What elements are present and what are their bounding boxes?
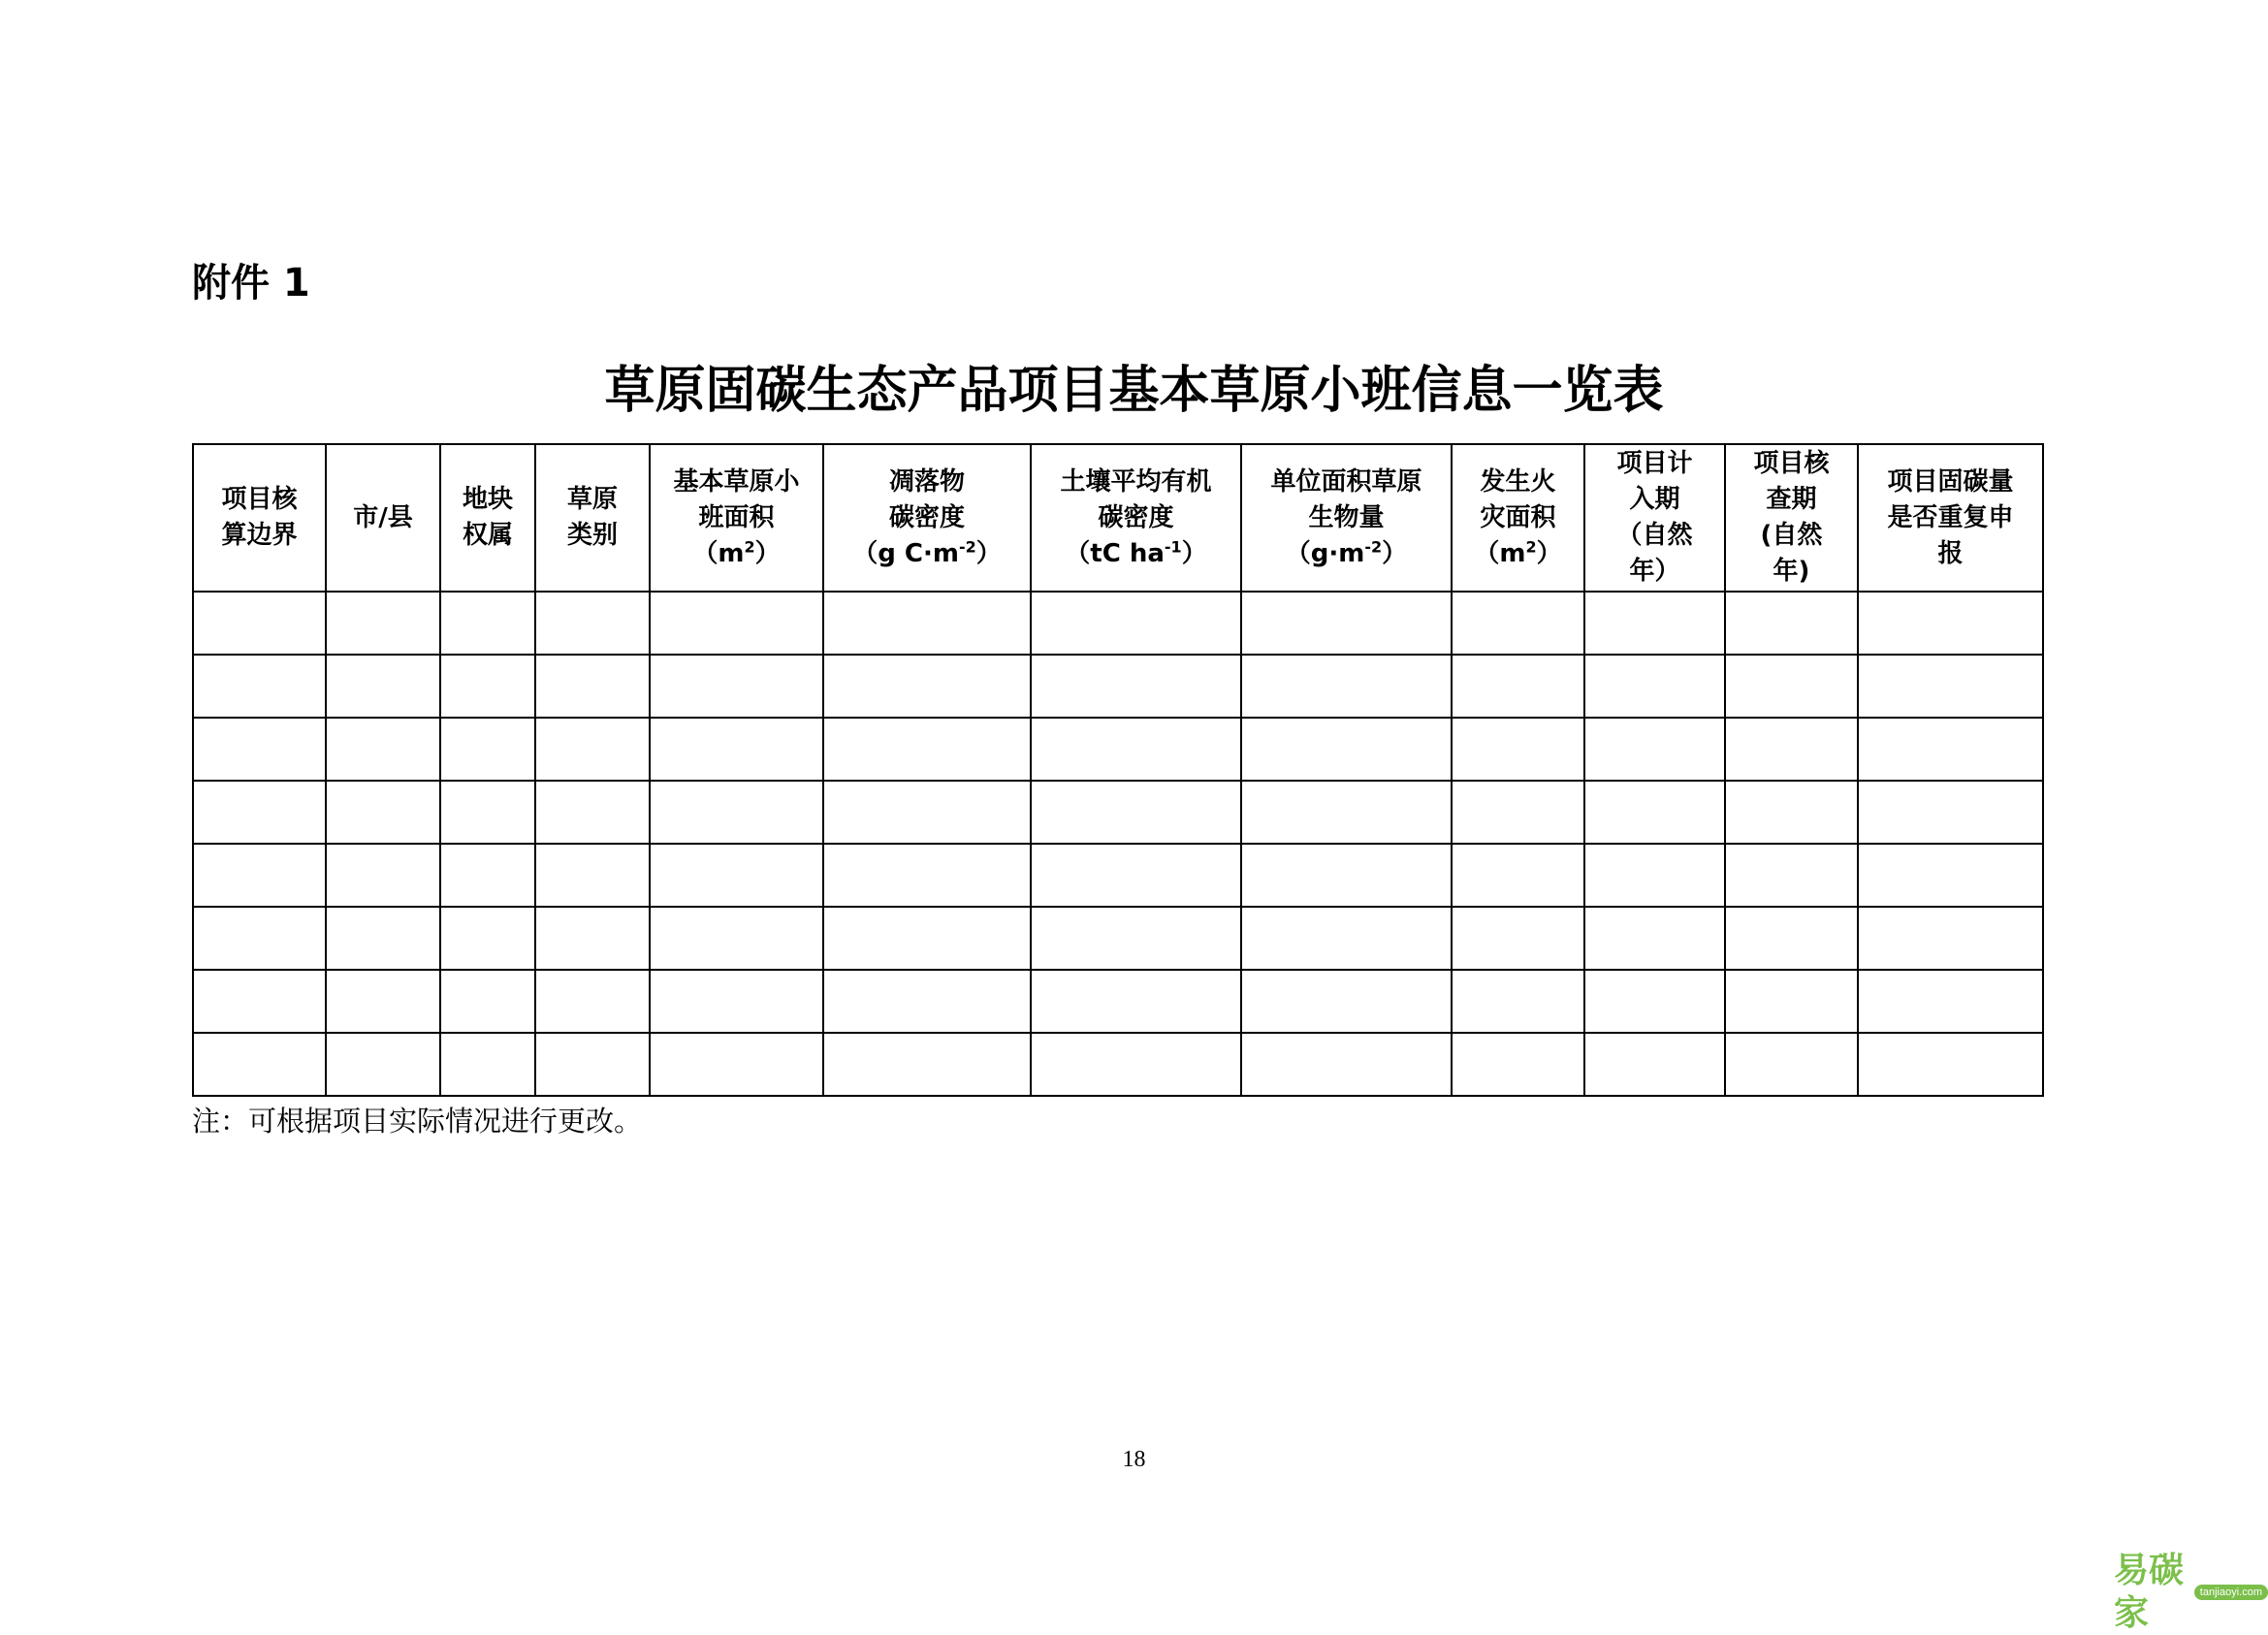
table-cell[interactable] xyxy=(326,592,440,655)
table-cell[interactable] xyxy=(440,907,535,970)
table-cell[interactable] xyxy=(823,655,1031,718)
table-cell[interactable] xyxy=(1452,970,1584,1033)
table-cell[interactable] xyxy=(535,844,650,907)
table-cell[interactable] xyxy=(440,781,535,844)
info-table xyxy=(192,443,2044,1097)
table-cell[interactable] xyxy=(1584,907,1725,970)
table-cell[interactable] xyxy=(1241,970,1452,1033)
table-row xyxy=(193,655,2043,718)
table-cell[interactable] xyxy=(440,655,535,718)
table-row xyxy=(193,592,2043,655)
table-cell[interactable] xyxy=(535,592,650,655)
table-cell[interactable] xyxy=(535,907,650,970)
table-cell[interactable] xyxy=(440,1033,535,1096)
table-row xyxy=(193,781,2043,844)
header-patch-area: 基本草原小 班面积 $(m^2)$ xyxy=(650,444,823,592)
table-note: 注：可根据项目实际情况进行更改。 xyxy=(192,1105,643,1138)
table-cell[interactable] xyxy=(1725,907,1858,970)
table-cell[interactable] xyxy=(1584,655,1725,718)
table-cell[interactable] xyxy=(1241,718,1452,781)
table-header-row xyxy=(193,444,2043,592)
table-row xyxy=(193,907,2043,970)
table-cell[interactable] xyxy=(1031,907,1241,970)
table-cell[interactable] xyxy=(1452,781,1584,844)
table-row xyxy=(193,1033,2043,1096)
table-cell[interactable] xyxy=(1858,781,2043,844)
table-cell[interactable] xyxy=(1452,718,1584,781)
table-cell[interactable] xyxy=(1031,1033,1241,1096)
header-fire-area: 发生火 灾面积 $(m^2)$ xyxy=(1452,444,1584,592)
table-cell[interactable] xyxy=(823,1033,1031,1096)
table-cell[interactable] xyxy=(326,718,440,781)
table-cell[interactable] xyxy=(1452,907,1584,970)
table-cell[interactable] xyxy=(1452,1033,1584,1096)
header-soil-carbon-density: 土壤平均有机 碳密度 （tC $ha^{-1}$） xyxy=(1031,444,1241,592)
table-cell[interactable] xyxy=(1584,970,1725,1033)
table-cell[interactable] xyxy=(1725,844,1858,907)
table-cell[interactable] xyxy=(1241,844,1452,907)
table-cell[interactable] xyxy=(1584,844,1725,907)
header-biomass-per-area: 单位面积草原 生物量 $(g\cdot m^{-2})$ xyxy=(1241,444,1452,592)
table-cell[interactable] xyxy=(650,655,823,718)
table-cell[interactable] xyxy=(1452,844,1584,907)
table-cell[interactable] xyxy=(1858,1033,2043,1096)
table-cell[interactable] xyxy=(1031,655,1241,718)
table-cell[interactable] xyxy=(326,970,440,1033)
table-cell[interactable] xyxy=(1584,718,1725,781)
table-cell[interactable] xyxy=(326,655,440,718)
header-crediting-period: 项目计 入期 （自然 年） xyxy=(1584,444,1725,592)
table-row xyxy=(193,970,2043,1033)
table-cell[interactable] xyxy=(440,844,535,907)
table-cell[interactable] xyxy=(1858,655,2043,718)
table-cell[interactable] xyxy=(326,907,440,970)
table-cell[interactable] xyxy=(535,970,650,1033)
table-cell[interactable] xyxy=(1858,592,2043,655)
table-cell[interactable] xyxy=(650,907,823,970)
table-cell[interactable] xyxy=(440,970,535,1033)
table-cell[interactable] xyxy=(1858,844,2043,907)
table-cell[interactable] xyxy=(1031,970,1241,1033)
table-row xyxy=(193,718,2043,781)
table-cell[interactable] xyxy=(823,970,1031,1033)
table-cell[interactable] xyxy=(1725,718,1858,781)
table-cell[interactable] xyxy=(193,655,326,718)
table-cell[interactable] xyxy=(823,592,1031,655)
table-cell[interactable] xyxy=(650,1033,823,1096)
table-cell[interactable] xyxy=(823,718,1031,781)
table-cell[interactable] xyxy=(823,781,1031,844)
table-cell[interactable] xyxy=(1452,655,1584,718)
table-cell[interactable] xyxy=(1031,718,1241,781)
table-cell[interactable] xyxy=(1031,844,1241,907)
table-cell[interactable] xyxy=(1858,907,2043,970)
table-cell[interactable] xyxy=(1241,592,1452,655)
table-cell[interactable] xyxy=(823,907,1031,970)
table-cell[interactable] xyxy=(1725,1033,1858,1096)
header-verification-period: 项目核 查期 (自然 年) xyxy=(1725,444,1858,592)
table-cell[interactable] xyxy=(193,1033,326,1096)
table-cell[interactable] xyxy=(1858,718,2043,781)
table-cell[interactable] xyxy=(1452,592,1584,655)
table-cell[interactable] xyxy=(1725,970,1858,1033)
table-cell[interactable] xyxy=(535,781,650,844)
table-cell[interactable] xyxy=(1584,592,1725,655)
header-litter-carbon-density: 凋落物 碳密度 （g $C\cdot m^{-2}$） xyxy=(823,444,1031,592)
attachment-label: 附件 1 xyxy=(192,261,310,305)
header-land-ownership: 地块 权属 xyxy=(440,444,535,592)
table-cell[interactable] xyxy=(823,844,1031,907)
table-cell[interactable] xyxy=(1241,1033,1452,1096)
table-row xyxy=(193,844,2043,907)
header-grassland-type: 草原 类别 xyxy=(535,444,650,592)
watermark xyxy=(2114,1550,2268,1635)
table-cell[interactable] xyxy=(440,718,535,781)
table-cell[interactable] xyxy=(1241,781,1452,844)
table-cell[interactable] xyxy=(650,718,823,781)
table-cell[interactable] xyxy=(1584,1033,1725,1096)
table-cell[interactable] xyxy=(1031,781,1241,844)
table-cell[interactable] xyxy=(1241,655,1452,718)
table-cell[interactable] xyxy=(535,1033,650,1096)
table-cell[interactable] xyxy=(1241,907,1452,970)
watermark-site: tanjiaoyi.com xyxy=(2194,1585,2268,1600)
table-cell[interactable] xyxy=(650,844,823,907)
table-cell[interactable] xyxy=(193,907,326,970)
table-cell[interactable] xyxy=(326,781,440,844)
table-cell[interactable] xyxy=(650,781,823,844)
table-cell[interactable] xyxy=(1858,970,2043,1033)
table-cell[interactable] xyxy=(1725,592,1858,655)
header-city-county: 市/县 xyxy=(326,444,440,592)
page-number: 18 xyxy=(1122,1447,1146,1472)
table-cell[interactable] xyxy=(326,844,440,907)
table-cell[interactable] xyxy=(193,781,326,844)
table-cell[interactable] xyxy=(193,844,326,907)
table-cell[interactable] xyxy=(193,970,326,1033)
table-cell[interactable] xyxy=(1584,781,1725,844)
table-cell[interactable] xyxy=(193,592,326,655)
table-cell[interactable] xyxy=(440,592,535,655)
table-cell[interactable] xyxy=(1031,592,1241,655)
table-cell[interactable] xyxy=(193,718,326,781)
table-cell[interactable] xyxy=(1725,655,1858,718)
table-cell[interactable] xyxy=(535,718,650,781)
table-cell[interactable] xyxy=(650,970,823,1033)
watermark-brand: 易碳家 xyxy=(2114,1551,2185,1633)
table-cell[interactable] xyxy=(326,1033,440,1096)
header-duplicate-declaration: 项目固碳量 是否重复申 报 xyxy=(1858,444,2043,592)
table-cell[interactable] xyxy=(650,592,823,655)
table-cell[interactable] xyxy=(535,655,650,718)
table-body xyxy=(193,592,2043,1096)
header-accounting-boundary: 项目核 算边界 xyxy=(193,444,326,592)
document-title: 草原固碳生态产品项目基本草原小班信息一览表 xyxy=(604,361,1664,420)
table-cell[interactable] xyxy=(1725,781,1858,844)
